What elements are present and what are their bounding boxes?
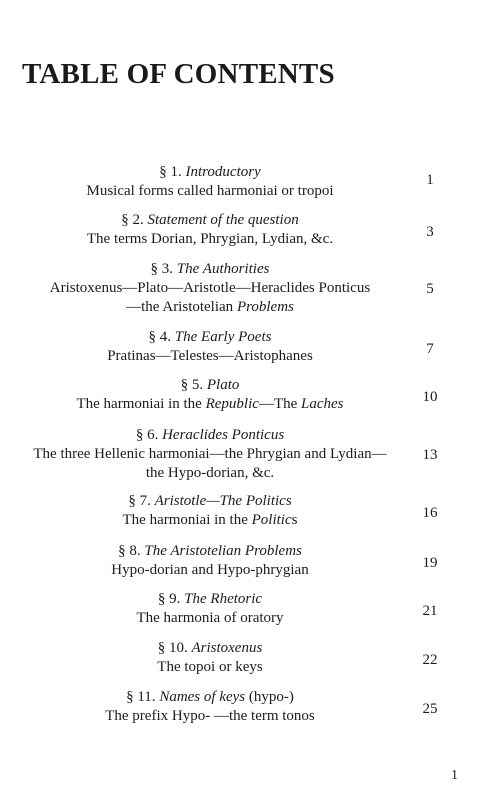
toc-entry-page-number: 3 — [426, 224, 434, 240]
toc-entry-heading — [20, 376, 400, 395]
text-segment: § 4. — [148, 329, 175, 345]
italic-text: Laches — [301, 396, 344, 412]
toc-entry-heading — [20, 163, 400, 182]
toc-entry-page-number: 21 — [422, 603, 438, 619]
toc-entry-description — [20, 298, 400, 317]
toc-entry — [20, 211, 400, 249]
text-segment: § 2. — [121, 212, 148, 228]
text-segment: Pratinas—Telestes—Aristophanes — [107, 348, 313, 364]
toc-entry-page-number: 7 — [426, 341, 434, 357]
italic-text: Politic — [251, 512, 292, 528]
toc-entry — [20, 163, 400, 201]
italic-text: Introductory — [185, 164, 261, 180]
toc-entry-description — [20, 347, 400, 366]
text-segment: The terms Dorian, Phrygian, Lydian, &c. — [86, 231, 334, 247]
toc-entry-description — [20, 395, 400, 414]
text-segment: § 8. — [118, 543, 145, 559]
toc-entry-description — [20, 464, 400, 483]
toc-entry — [20, 376, 400, 414]
text-segment: § 9. — [157, 591, 185, 607]
italic-text: Republic — [205, 396, 259, 412]
toc-entry — [20, 328, 400, 366]
italic-text: The Aristotelian Problems — [144, 543, 302, 559]
toc-entry-description — [20, 707, 400, 726]
text-segment: The harmoniai in the — [122, 512, 252, 528]
italic-text: The Early Poets — [174, 329, 272, 345]
toc-entry — [20, 260, 400, 317]
text-segment: Aristoxenus—Plato—Aristotle—Heraclides Ponticus — [49, 280, 371, 296]
toc-entry-heading — [20, 542, 400, 561]
text-segment: —The — [258, 396, 302, 412]
page-number: 1 — [451, 768, 458, 783]
toc-entry-heading — [20, 328, 400, 347]
italic-text: Problems — [236, 299, 294, 315]
text-segment: the Hypo-dorian, &c. — [145, 465, 275, 481]
text-segment: The three Hellenic harmoniai—the Phrygian and Lydian— — [33, 446, 387, 462]
text-segment: —the Aristotelian — [126, 299, 237, 315]
toc-entry — [20, 590, 400, 628]
text-segment: The prefix Hypo- —the term tonos — [105, 708, 315, 724]
toc-entry-page-number: 25 — [422, 701, 438, 717]
toc-entry-description — [20, 182, 400, 201]
toc-entry-heading — [20, 211, 400, 230]
toc-entry-description — [20, 511, 400, 530]
toc-entry — [20, 688, 400, 726]
toc-entry — [20, 639, 400, 677]
text-segment: s — [291, 512, 298, 528]
text-segment: § 6. — [135, 427, 163, 443]
toc-entry-heading — [20, 492, 400, 511]
toc-entry-description — [20, 561, 400, 580]
toc-entry-heading — [20, 688, 400, 707]
toc-entry-page-number: 22 — [422, 652, 438, 668]
toc-entry-heading — [20, 260, 400, 279]
toc-entry — [20, 542, 400, 580]
italic-text: Statement of the question — [147, 212, 299, 228]
text-segment: The topoi or keys — [157, 659, 263, 675]
text-segment: The harmonia of oratory — [136, 610, 284, 626]
italic-text: Aristoxenus — [191, 640, 263, 656]
toc-entry-page-number: 19 — [422, 555, 438, 571]
italic-text: Heraclides Ponticus — [162, 427, 285, 443]
italic-text: The Rhetoric — [184, 591, 263, 607]
toc-entry-description — [20, 658, 400, 677]
toc-entry — [20, 492, 400, 530]
italic-text: The Authorities — [176, 261, 270, 277]
page-title: TABLE OF CONTENTS — [22, 58, 335, 90]
toc-entry — [20, 426, 400, 483]
text-segment: (hypo-) — [245, 689, 294, 705]
toc-entry-page-number: 16 — [422, 505, 438, 521]
text-segment: § 1. — [159, 164, 186, 180]
toc-entry-description — [20, 445, 400, 464]
toc-entry-description — [20, 279, 400, 298]
text-segment: § 7. — [128, 493, 155, 509]
toc-entry-page-number: 13 — [422, 447, 438, 463]
text-segment: Hypo-dorian and Hypo-phrygian — [111, 562, 309, 578]
italic-text: Plato — [206, 377, 240, 393]
toc-entry-description — [20, 609, 400, 628]
italic-text: Names of keys — [159, 689, 246, 705]
text-segment: Musical forms called harmoniai or tropoi — [86, 183, 334, 199]
italic-text: Aristotle—The Politics — [154, 493, 292, 509]
toc-entry-page-number: 5 — [426, 281, 434, 297]
toc-entry-heading — [20, 590, 400, 609]
toc-entry-heading — [20, 639, 400, 658]
toc-entry-page-number: 1 — [426, 172, 434, 188]
toc-entry-heading — [20, 426, 400, 445]
text-segment: § 3. — [150, 261, 177, 277]
text-segment: § 11. — [126, 689, 160, 705]
text-segment: § 5. — [180, 377, 207, 393]
text-segment: § 10. — [157, 640, 192, 656]
text-segment: The harmoniai in the — [76, 396, 206, 412]
toc-entry-page-number: 10 — [422, 389, 438, 405]
toc-entry-description — [20, 230, 400, 249]
